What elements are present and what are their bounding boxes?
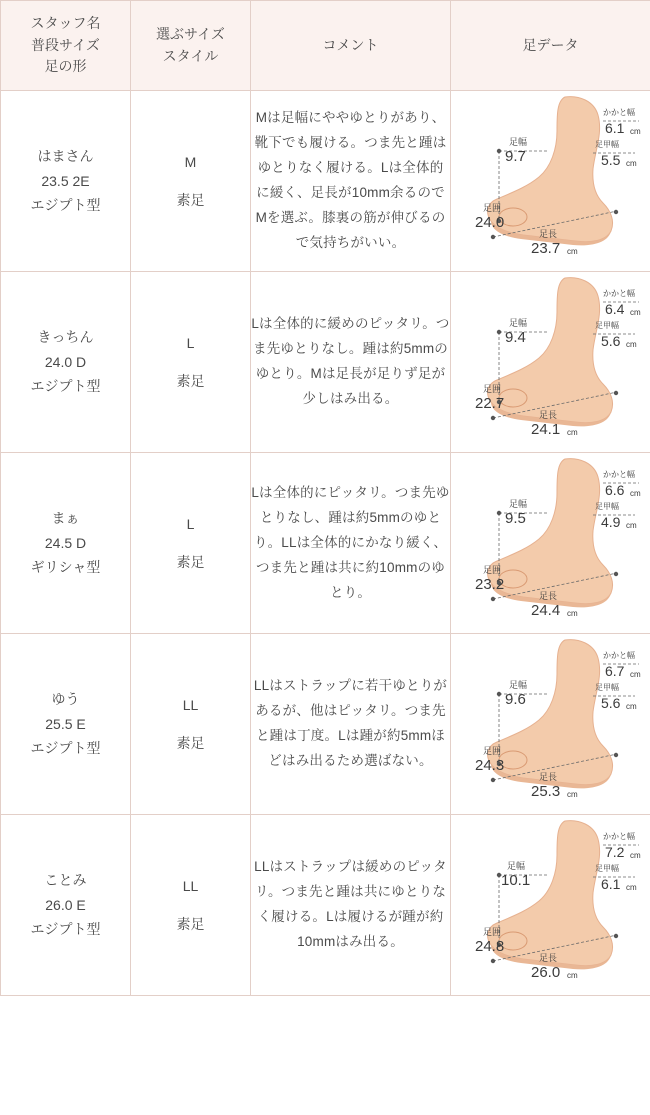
foot-illustration <box>487 459 612 608</box>
value-heel: 6.6 <box>604 482 624 499</box>
label-heel: かかと幅 <box>602 470 635 480</box>
unit-length: cm <box>566 428 578 438</box>
dot-length-start <box>490 959 494 963</box>
staff-cell <box>1 634 131 815</box>
dot-length-start <box>490 416 494 420</box>
value-instep: 4.9 <box>600 514 620 531</box>
unit-length: cm <box>566 971 578 981</box>
label-girth: 足囲 <box>482 203 501 214</box>
chosen-style: 素足 <box>176 373 205 390</box>
foot-diagram-svg <box>453 91 649 271</box>
foot-shape <box>487 459 612 604</box>
dot-length-end <box>613 572 617 576</box>
unit-heel: cm <box>629 670 641 680</box>
label-girth: 足囲 <box>482 927 501 938</box>
label-length: 足長 <box>538 591 557 602</box>
unit-instep: cm <box>625 340 637 350</box>
staff-usual-size: 24.0 D <box>44 353 87 370</box>
foot-diagram <box>453 272 649 452</box>
staff-foot-type: エジプト型 <box>30 378 101 395</box>
foot-diagram <box>453 91 649 271</box>
chosen-size-cell <box>131 815 251 996</box>
label-heel: かかと幅 <box>602 651 635 661</box>
dot-length-end <box>613 934 617 938</box>
value-width: 10.1 <box>500 872 530 890</box>
chosen-style: 素足 <box>176 916 205 933</box>
unit-instep: cm <box>625 702 637 712</box>
staff-usual-size: 24.5 D <box>44 534 87 551</box>
foot-illustration <box>487 278 612 427</box>
unit-heel: cm <box>629 127 641 137</box>
label-length: 足長 <box>538 410 557 421</box>
staff-usual-size: 25.5 E <box>45 715 86 732</box>
foot-illustration <box>487 97 612 246</box>
foot-data-cell <box>451 272 650 453</box>
value-instep: 5.6 <box>600 333 620 350</box>
chosen-style: 素足 <box>176 192 205 209</box>
unit-length: cm <box>566 609 578 619</box>
column-header-footdata-line1: 足データ <box>522 36 579 53</box>
column-header-footdata <box>451 1 650 91</box>
value-width: 9.7 <box>504 148 526 166</box>
chosen-size-cell <box>131 453 251 634</box>
label-instep: 足甲幅 <box>594 683 619 693</box>
comment-cell: Lは全体的にピッタリ。つま先ゆとりなし、踵は約5mmのゆとり。LLは全体的にかなり緩く、つま先と踵は共に約10mmのゆとり。 <box>251 453 451 634</box>
staff-name: ことみ <box>44 872 87 889</box>
foot-shape <box>487 278 612 423</box>
value-length: 24.1 <box>530 421 560 439</box>
foot-illustration <box>487 640 612 789</box>
dot-length-end <box>613 391 617 395</box>
value-instep: 5.6 <box>600 695 620 712</box>
foot-data-cell <box>451 91 650 272</box>
label-width: 足幅 <box>508 318 527 329</box>
foot-shape <box>487 97 612 242</box>
chosen-size: M <box>184 153 197 170</box>
unit-instep: cm <box>625 159 637 169</box>
label-heel: かかと幅 <box>602 832 635 842</box>
label-length: 足長 <box>538 229 557 240</box>
foot-diagram <box>453 634 649 814</box>
chosen-size: L <box>186 515 195 532</box>
label-length: 足長 <box>538 772 557 783</box>
dot-length-end <box>613 753 617 757</box>
table-row <box>1 815 650 996</box>
label-heel: かかと幅 <box>602 289 635 299</box>
value-length: 25.3 <box>530 783 560 801</box>
chosen-size: L <box>186 334 195 351</box>
chosen-style: 素足 <box>176 554 205 571</box>
value-width: 9.4 <box>504 329 526 347</box>
label-width: 足幅 <box>506 861 525 872</box>
chosen-size-cell <box>131 272 251 453</box>
value-girth: 24.0 <box>474 214 504 232</box>
value-girth: 22.7 <box>474 395 504 413</box>
label-girth: 足囲 <box>482 565 501 576</box>
value-instep: 6.1 <box>600 876 620 893</box>
comment-cell: LLはストラップに若干ゆとりがあるが、他はピッタリ。つま先と踵は丁度。Lは踵が約5mmほどはみ出るため選ばない。 <box>251 634 451 815</box>
foot-illustration <box>487 821 612 970</box>
staff-name: ゆう <box>51 691 80 708</box>
unit-length: cm <box>566 247 578 257</box>
label-width: 足幅 <box>508 499 527 510</box>
table-row <box>1 272 650 453</box>
column-header-staff-line2: 普段サイズ <box>31 36 100 53</box>
unit-instep: cm <box>625 521 637 531</box>
chosen-style: 素足 <box>176 735 205 752</box>
column-header-comment <box>251 1 451 91</box>
label-girth: 足囲 <box>482 384 501 395</box>
staff-name: まぁ <box>51 510 80 527</box>
foot-shape <box>487 821 612 966</box>
foot-diagram-svg <box>453 272 649 452</box>
label-instep: 足甲幅 <box>594 502 619 512</box>
staff-foot-type: エジプト型 <box>30 197 101 214</box>
label-length: 足長 <box>538 953 557 964</box>
dot-width-top <box>496 149 500 153</box>
comment-cell: Mは足幅にややゆとりがあり、靴下でも履ける。つま先と踵はゆとりなく履ける。Lは全体的に緩く、足長が10mm余るのでMを選ぶ。膝裏の筋が伸びるので気持ちがいい。 <box>251 91 451 272</box>
value-girth: 23.2 <box>474 576 504 594</box>
label-instep: 足甲幅 <box>594 321 619 331</box>
comment-cell: LLはストラップは緩めのピッタリ。つま先と踵は共にゆとりなく履ける。Lは履けるが踵が約10mmはみ出る。 <box>251 815 451 996</box>
staff-usual-size: 23.5 2E <box>41 172 90 189</box>
foot-data-cell <box>451 815 650 996</box>
unit-instep: cm <box>625 883 637 893</box>
dot-width-top <box>496 511 500 515</box>
column-header-staff <box>1 1 131 91</box>
label-girth: 足囲 <box>482 746 501 757</box>
dot-length-end <box>613 210 617 214</box>
chosen-size-cell <box>131 91 251 272</box>
table-body <box>1 91 650 996</box>
column-header-size <box>131 1 251 91</box>
foot-shape <box>487 640 612 785</box>
value-girth: 24.3 <box>474 757 504 775</box>
foot-diagram-svg <box>453 815 649 995</box>
foot-diagram-svg <box>453 634 649 814</box>
chosen-size-cell <box>131 634 251 815</box>
staff-cell <box>1 91 131 272</box>
value-instep: 5.5 <box>600 152 620 169</box>
dot-length-start <box>490 778 494 782</box>
value-heel: 7.2 <box>604 844 624 861</box>
value-heel: 6.4 <box>604 301 624 318</box>
unit-heel: cm <box>629 489 641 499</box>
label-width: 足幅 <box>508 680 527 691</box>
label-instep: 足甲幅 <box>594 140 619 150</box>
staff-foot-type: エジプト型 <box>30 740 101 757</box>
staff-cell <box>1 453 131 634</box>
foot-diagram <box>453 815 649 995</box>
comment-cell: Lは全体的に緩めのピッタリ。つま先ゆとりなし。踵は約5mmのゆとり。Mは足長が足りず足が少しはみ出る。 <box>251 272 451 453</box>
value-width: 9.6 <box>504 691 526 709</box>
value-heel: 6.7 <box>604 663 624 680</box>
column-header-staff-line1: スタッフ名 <box>30 15 101 31</box>
column-header-size-line1: 選ぶサイズ <box>156 25 225 42</box>
table-row <box>1 634 650 815</box>
label-heel: かかと幅 <box>602 108 635 118</box>
staff-name: はまさん <box>37 148 94 165</box>
table-row <box>1 453 650 634</box>
column-header-comment-line1: コメント <box>322 36 379 53</box>
value-length: 26.0 <box>530 964 560 982</box>
value-width: 9.5 <box>504 510 526 528</box>
staff-name: きっちん <box>37 329 94 346</box>
unit-length: cm <box>566 790 578 800</box>
foot-diagram <box>453 453 649 633</box>
table-row <box>1 91 650 272</box>
column-header-size-line2: スタイル <box>162 47 219 64</box>
dot-width-top <box>496 692 500 696</box>
dot-width-top <box>496 330 500 334</box>
label-width: 足幅 <box>508 137 527 148</box>
chosen-size: LL <box>182 696 199 713</box>
dot-length-start <box>490 235 494 239</box>
value-length: 23.7 <box>530 240 560 258</box>
unit-heel: cm <box>629 851 641 861</box>
label-instep: 足甲幅 <box>594 864 619 874</box>
table-header-row <box>1 1 650 91</box>
staff-foot-type: ギリシャ型 <box>30 559 101 576</box>
foot-data-cell <box>451 634 650 815</box>
value-length: 24.4 <box>530 602 560 620</box>
foot-data-cell <box>451 453 650 634</box>
table-header <box>1 1 650 91</box>
staff-cell <box>1 815 131 996</box>
dot-length-start <box>490 597 494 601</box>
column-header-staff-line3: 足の形 <box>44 58 87 75</box>
staff-cell <box>1 272 131 453</box>
staff-foot-type: エジプト型 <box>30 921 101 938</box>
unit-heel: cm <box>629 308 641 318</box>
chosen-size: LL <box>182 877 199 894</box>
staff-usual-size: 26.0 E <box>45 896 86 913</box>
value-girth: 24.8 <box>474 938 504 956</box>
foot-diagram-svg <box>453 453 649 633</box>
value-heel: 6.1 <box>604 120 624 137</box>
